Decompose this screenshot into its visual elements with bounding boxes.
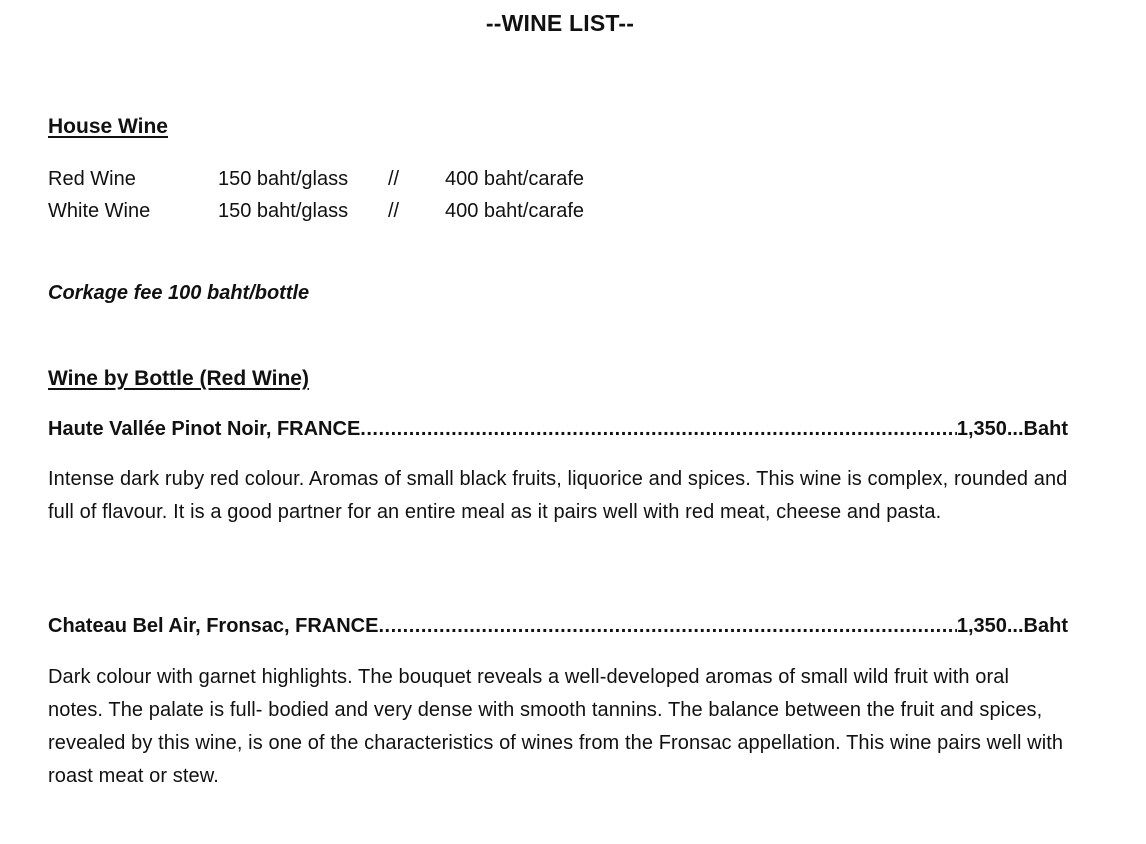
wine-description: Intense dark ruby red colour. Aromas of small black fruits, liquorice and spices. This wine is complex, rounded and full of flavour. It is a good partner for an entire meal as it pairs well with red meat, cheese and pasta. — [48, 468, 1068, 523]
dot-leader — [360, 418, 957, 441]
wine-by-bottle-heading: Wine by Bottle (Red Wine) — [48, 367, 309, 390]
wine-title-line — [48, 615, 1068, 638]
wine-title-line — [48, 418, 1068, 441]
wine-price: 1,350...Baht — [956, 418, 1068, 440]
wine-price: 1,350...Baht — [956, 615, 1068, 637]
house-wine-separator: // — [388, 200, 400, 222]
page-title: --WINE LIST-- — [485, 10, 635, 36]
dot-leader — [378, 615, 956, 638]
corkage-fee-note: Corkage fee 100 baht/bottle — [48, 282, 310, 304]
house-wine-carafe-price: 400 baht/carafe — [445, 168, 584, 190]
house-wine-glass-price: 150 baht/glass — [218, 200, 349, 222]
house-wine-name: Red Wine — [48, 168, 136, 190]
wine-description: Dark colour with garnet highlights. The bouquet reveals a well-developed aromas of small wild fruit with oral notes. The palate is full- bodied and very dense with smooth tannins. The balance between the fruit and spices, revealed by this wine, is one of the characteristics of wines from the Fronsac appellation. This wine pairs well with roast meat or stew. — [48, 666, 1064, 787]
wine-name: Chateau Bel Air, Fronsac, FRANCE — [48, 615, 379, 637]
wine-name: Haute Vallée Pinot Noir, FRANCE — [48, 418, 361, 440]
house-wine-separator: // — [388, 168, 400, 190]
house-wine-name: White Wine — [48, 200, 151, 222]
house-wine-heading: House Wine — [48, 115, 168, 138]
house-wine-row-red — [48, 168, 748, 194]
house-wine-glass-price: 150 baht/glass — [218, 168, 349, 190]
house-wine-carafe-price: 400 baht/carafe — [445, 200, 584, 222]
house-wine-row-white — [48, 200, 748, 226]
